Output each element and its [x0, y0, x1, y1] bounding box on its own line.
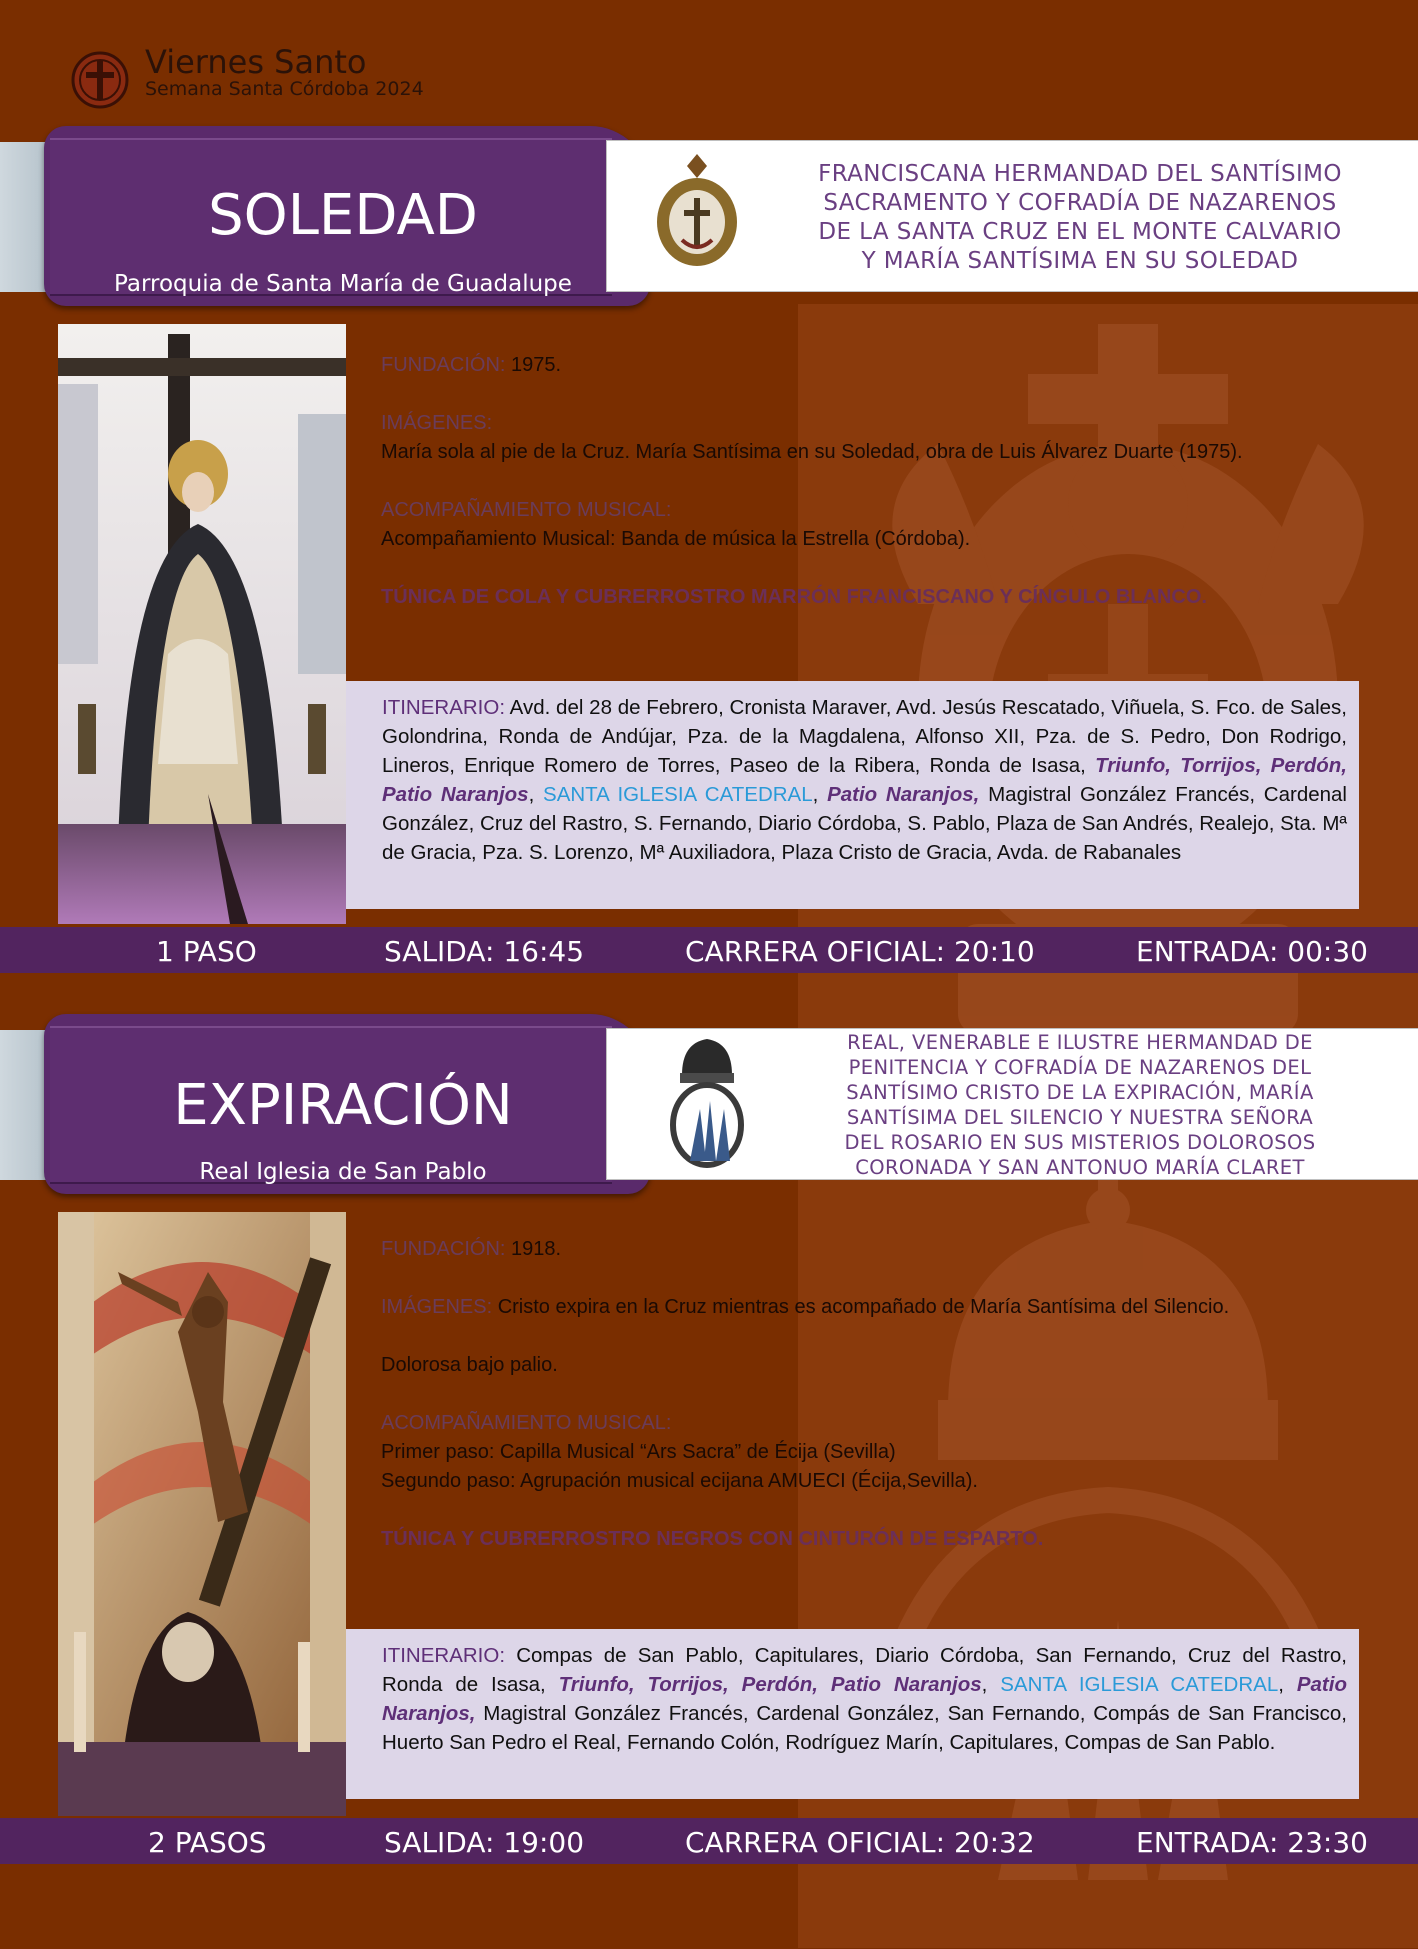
official-title-line: SANTÍSIMO CRISTO DE LA EXPIRACIÓN, MARÍA	[846, 1081, 1314, 1104]
itinerario-sep: ,	[1278, 1673, 1297, 1696]
itinerario-sep: ,	[528, 783, 544, 806]
carrera-time: CARRERA OFICIAL: 20:10	[685, 935, 1035, 968]
crown-shield-icon	[662, 1028, 752, 1178]
pasos-count: 2 PASOS	[148, 1826, 267, 1859]
cofradia-church: Real Iglesia de San Pablo	[199, 1159, 487, 1185]
entrada-time: ENTRADA: 00:30	[1136, 935, 1368, 968]
imagenes-label: IMÁGENES:	[381, 1296, 493, 1318]
official-title-line: DE LA SANTA CRUZ EN EL MONTE CALVARIO	[818, 219, 1342, 245]
itinerario-sep: ,	[812, 783, 828, 806]
imagenes-row	[381, 1293, 1359, 1322]
imagenes-text: María sola al pie de la Cruz. María Santísima en su Soledad, obra de Luis Álvarez Duarte (1975).	[381, 441, 1243, 463]
entrada-time: ENTRADA: 23:30	[1136, 1826, 1368, 1859]
musica-line: Segundo paso: Agrupación musical ecijana AMUECI (Écija,Sevilla).	[381, 1470, 978, 1492]
fundacion-row	[381, 1235, 1359, 1264]
itinerario-label: ITINERARIO:	[382, 696, 506, 719]
itinerario-text: Magistral González Francés, Cardenal González, Cruz del Rastro, S. Fernando, Diario Córdoba, S. Pablo, Plaza de San Andrés, Realejo, Sta. Mª de Gracia, Pza. S. Lorenzo, Mª Auxiliadora, Plaza Cristo de Gracia, Avda. de Rabanales	[382, 783, 1347, 864]
musica-label: ACOMPAÑAMIENTO MUSICAL:	[381, 499, 672, 521]
official-title-line: SACRAMENTO Y COFRADÍA DE NAZARENOS	[823, 190, 1337, 216]
fundacion-value: 1918.	[511, 1238, 562, 1260]
fundacion-row	[381, 351, 1359, 380]
itinerario-highlight: Patio Naranjos,	[382, 1673, 1347, 1725]
cofradia-name: SOLEDAD	[208, 183, 478, 248]
cofradia-name: EXPIRACIÓN	[173, 1073, 513, 1138]
official-title	[760, 160, 1400, 276]
official-title-line: SANTÍSIMA DEL SILENCIO Y NUESTRA SEÑORA	[846, 1106, 1314, 1129]
tunica-text: TÚNICA DE COLA Y CUBRERROSTRO MARRÓN FRANCISCANO Y CÍNGULO BLANCO.	[381, 586, 1207, 608]
carrera-time: CARRERA OFICIAL: 20:32	[685, 1826, 1035, 1859]
itinerario-box	[346, 1629, 1359, 1799]
itinerario-highlight: Patio Naranjos,	[827, 783, 980, 806]
salida-time: SALIDA: 19:00	[384, 1826, 585, 1859]
details-block	[381, 1235, 1359, 1554]
itinerario-text: Magistral González Francés, Cardenal González, San Fernando, Compás de San Francisco, Huerto San Pedro el Real, Fernando Colón, Rodríguez Marín, Capitulares, Compas de San Pablo.	[382, 1702, 1347, 1754]
fundacion-label: FUNDACIÓN:	[381, 354, 506, 376]
itinerario-sep: ,	[981, 1673, 1001, 1696]
fundacion-value: 1975.	[511, 354, 562, 376]
official-title-line: REAL, VENERABLE E ILUSTRE HERMANDAD DE	[847, 1031, 1313, 1054]
itinerario-highlight: Triunfo, Torrijos, Perdón, Patio Naranjos	[382, 754, 1347, 806]
pasos-count: 1 PASO	[156, 935, 257, 968]
cofradia-church: Parroquia de Santa María de Guadalupe	[114, 271, 572, 297]
schedule-bar	[0, 1818, 1418, 1864]
hermandad-shield-icon	[652, 140, 742, 280]
cross-logo-icon	[70, 50, 130, 110]
itinerario-highlight: Triunfo, Torrijos, Perdón, Patio Naranjos	[558, 1673, 982, 1696]
schedule-bar	[0, 927, 1418, 973]
cathedral-label: SANTA IGLESIA CATEDRAL	[543, 783, 813, 806]
musica-line: Primer paso: Capilla Musical “Ars Sacra” de Écija (Sevilla)	[381, 1441, 896, 1463]
cathedral-label: SANTA IGLESIA CATEDRAL	[1000, 1673, 1279, 1696]
imagenes-extra: Dolorosa bajo palio.	[381, 1354, 558, 1376]
salida-time: SALIDA: 16:45	[384, 935, 585, 968]
header-title: Viernes Santo	[145, 43, 367, 81]
imagenes-label: IMÁGENES:	[381, 412, 493, 434]
official-title	[760, 1030, 1400, 1180]
header-subtitle: Semana Santa Córdoba 2024	[145, 78, 424, 100]
musica-label: ACOMPAÑAMIENTO MUSICAL:	[381, 1412, 672, 1434]
itinerario-label: ITINERARIO:	[382, 1644, 506, 1667]
itinerario-text: Compas de San Pablo, Capitulares, Diario Córdoba, San Fernando, Cruz del Rastro, Ronda de Isasa,	[382, 1644, 1347, 1696]
expiracion-photo	[58, 1212, 346, 1816]
tunica-text: TÚNICA Y CUBRERROSTRO NEGROS CON CINTURÓN DE ESPARTO.	[381, 1528, 1044, 1550]
official-title-line: DEL ROSARIO EN SUS MISTERIOS DOLOROSOS	[844, 1131, 1316, 1154]
official-title-line: PENITENCIA Y COFRADÍA DE NAZARENOS DEL	[848, 1056, 1312, 1079]
official-title-line: Y MARÍA SANTÍSIMA EN SU SOLEDAD	[861, 248, 1299, 274]
imagenes-text: Cristo expira en la Cruz mientras es acompañado de María Santísima del Silencio.	[492, 1296, 1230, 1318]
soledad-photo	[58, 324, 346, 924]
fundacion-label: FUNDACIÓN:	[381, 1238, 506, 1260]
itinerario-box	[346, 681, 1359, 909]
details-block	[381, 351, 1359, 612]
itinerario-text: Avd. del 28 de Febrero, Cronista Maraver, Avd. Jesús Rescatado, Viñuela, S. Fco. de Sales, Golondrina, Ronda de Andújar, Pza. de la Magdalena, Alfonso XII, Pza. de S. Pedro, Don Rodrigo, Lineros, Enrique Romero de Torres, Paseo de la Ribera, Ronda de Isasa,	[382, 696, 1347, 777]
musica-line: Acompañamiento Musical: Banda de música la Estrella (Córdoba).	[381, 528, 971, 550]
official-title-line: CORONADA Y SAN ANTONUO MARÍA CLARET	[855, 1156, 1305, 1179]
official-title-line: FRANCISCANA HERMANDAD DEL SANTÍSIMO	[818, 161, 1342, 187]
